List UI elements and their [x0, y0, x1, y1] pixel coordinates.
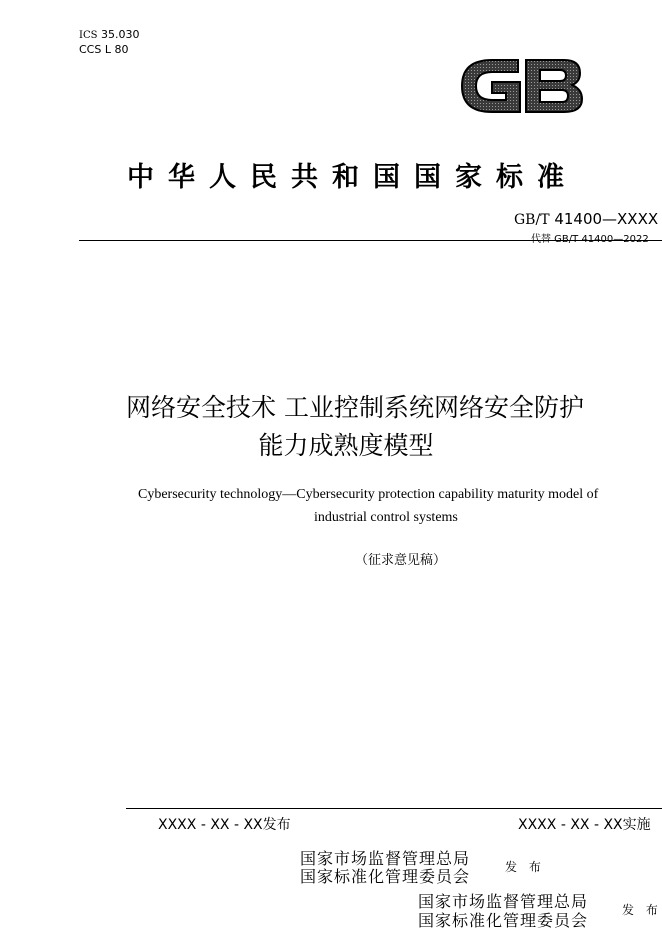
issuer2-org-a: 国家市场监督管理总局 — [418, 892, 589, 911]
standard-number-value: 41400—XXXX — [554, 210, 659, 228]
issue-date: XXXX - XX - XX发布 — [158, 817, 291, 833]
gb-logo — [456, 52, 586, 120]
title-zh-line2: 能力成熟度模型 — [258, 431, 434, 460]
ics-number: 35.030 — [100, 28, 140, 41]
standard-number — [514, 209, 658, 230]
issuer1-action: 发 布 — [505, 860, 545, 874]
ics-label: ICS — [79, 30, 98, 41]
footer-divider — [126, 808, 662, 809]
title-en-line1: Cybersecurity technology—Cybersecurity protection capability maturity model of — [138, 487, 599, 502]
title-zh-line1: 网络安全技术 工业控制系统网络安全防护 — [126, 393, 584, 422]
standard-category-title: 中华人民共和国国家标准 — [127, 162, 578, 193]
standard-number-prefix: GB/T — [514, 212, 550, 228]
title-en-line2: industrial control systems — [314, 510, 458, 525]
ccs-code: CCS L 80 — [79, 43, 129, 56]
issuer1-org-b: 国家标准化管理委员会 — [300, 867, 471, 886]
issuer2-org-b: 国家标准化管理委员会 — [418, 911, 589, 930]
replaces-note: 代替 GB/T 41400—2022 — [531, 234, 649, 245]
implementation-date: XXXX - XX - XX实施 — [518, 817, 651, 833]
ics-code — [79, 28, 139, 43]
draft-status: （征求意见稿） — [355, 553, 447, 568]
issuer1-org-a: 国家市场监督管理总局 — [300, 849, 471, 868]
issuer2-action: 发 布 — [622, 903, 662, 917]
